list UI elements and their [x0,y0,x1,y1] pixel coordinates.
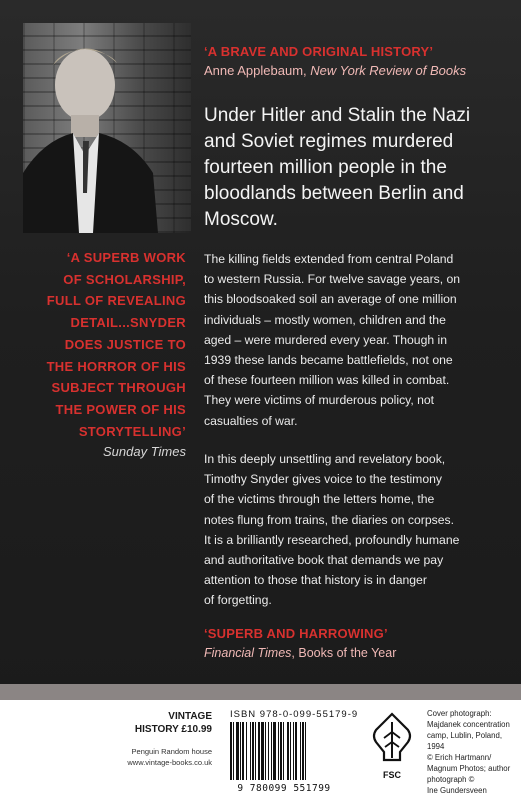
quote-applebaum-text: ‘A BRAVE AND ORIGINAL HISTORY’ [204,44,434,59]
isbn-text: ISBN 978-0-099-55179-9 [230,709,359,720]
quote-financial-times-attribution: Financial Times, Books of the Year [204,646,397,660]
lead-paragraph: Under Hitler and Stalin the Nazi and Soviet regimes murdered fourteen million people in the bloodlands between Berlin and Moscow. [204,105,471,230]
barcode-number: 9 780099 551799 [237,783,331,794]
body-paragraph-2: In this deeply unsettling and revelatory book, Timothy Snyder gives voice to the testimony of the victims through the letters home, the notes flung from trains, the diaries on corpses. It is a brilliantly researched, profoundly humane and authoritative book that demands we pay attention to those that history is in danger of forgetting. [204,452,460,608]
quote-sunday-times-text: ‘A SUPERB WORK OF SCHOLARSHIP, FULL OF REVEALING DETAIL...SNYDER DOES JUSTICE TO THE HORROR OF HIS SUBJECT THROUGH THE POWER OF HIS STORYTELLING’ [46,250,186,439]
quote-sunday-times-source: Sunday Times [103,444,186,460]
quote-financial-times [204,626,504,660]
cover-credit: Cover photograph: Majdanek concentration camp, Lublin, Poland, 1994 © Erich Hartmann/ Magnum Photos; author photograph © Ine Gundersveen [427,709,511,795]
publisher-info: Penguin Random house www.vintage-books.co.uk [127,747,212,767]
quote-applebaum [204,44,504,78]
fsc-tree-icon [370,710,414,765]
author-photo [23,23,191,233]
body-paragraph-1: The killing fields extended from central Poland to western Russia. For twelve savage years, on this bloodsoaked soil an average of one million individuals – mostly women, children and the aged – were murdered every year. Though in 1939 these lands became battlefields, not one of these fourteen million was killed in combat. They were victims of murderous policy, not casualties of war. [204,252,461,428]
fsc-label: FSC [383,770,401,780]
quote-financial-times-text: ‘SUPERB AND HARROWING’ [204,626,388,641]
barcode-panel [0,700,521,800]
quote-applebaum-attribution: Anne Applebaum, New York Review of Books [204,63,467,78]
quote-sunday-times [18,247,186,462]
divider-strip [0,684,521,700]
imprint-label: VINTAGE HISTORY £10.99 [134,711,212,735]
barcode-icon [228,722,340,782]
